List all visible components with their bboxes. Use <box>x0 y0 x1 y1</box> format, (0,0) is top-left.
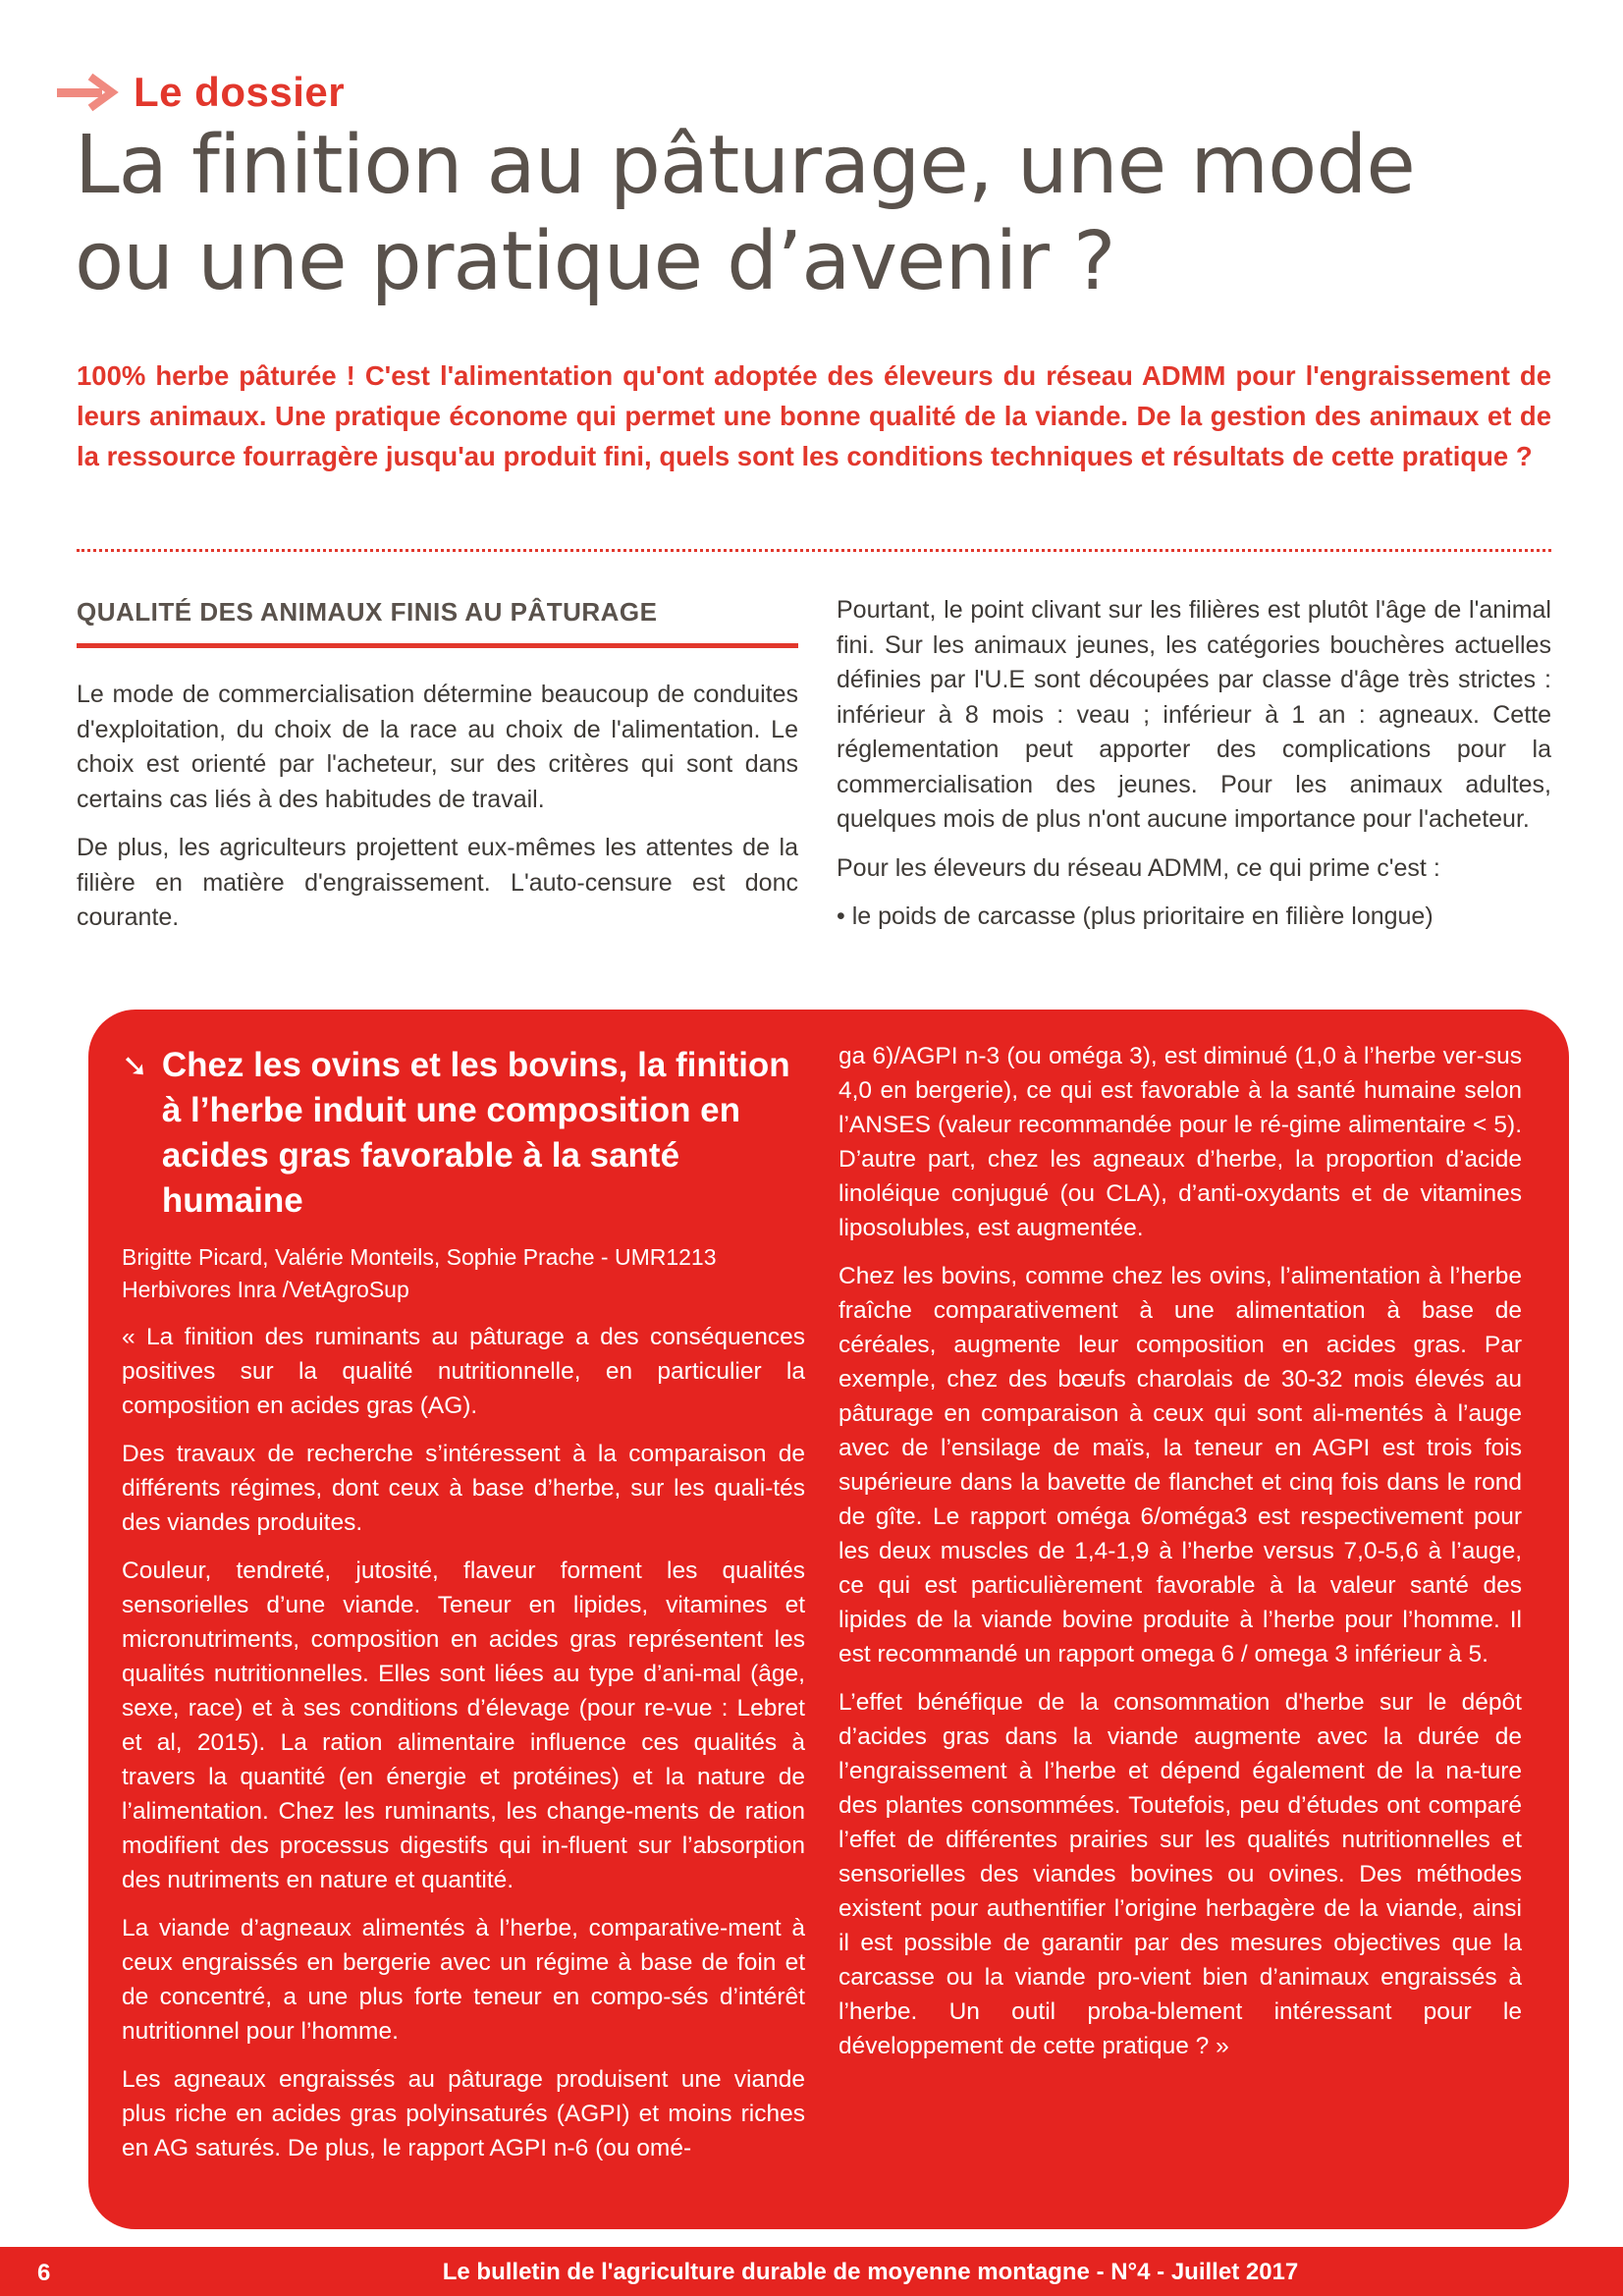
box-heading <box>122 1043 805 1224</box>
arrow-down-right-icon: ➘ <box>122 1048 148 1083</box>
title-line-1: La finition au pâturage, une mode <box>75 119 1415 212</box>
section-heading: QUALITÉ DES ANIMAUX FINIS AU PÂTURAGE <box>77 597 798 648</box>
paragraph: De plus, les agriculteurs projettent eux-mêmes les attentes de la filière en matière d'engraissement. L'auto-censure est donc courante. <box>77 834 798 931</box>
box-paragraph: Des travaux de recherche s’intéressent à la comparaison de différents régimes, dont ceux à base d’herbe, sur les quali-tés des viandes produites. <box>122 1441 805 1536</box>
section-kicker <box>55 69 345 116</box>
box-paragraph: ga 6)/AGPI n-3 (ou oméga 3), est diminué (1,0 à l’herbe ver-sus 4,0 en bergerie), ce qui est favorable à la santé humaine selon l’ANSES (valeur recommandée pour le ré-gime alimentaire < 5). D’autre part, chez les agneaux d’herbe, la proportion d’acide linoléique conjugué (ou CLA), d’anti-oxydants et de vitamines liposolubles, est augmentée. <box>839 1043 1522 1241</box>
paragraph: Pourtant, le point clivant sur les filières est plutôt l'âge de l'animal fini. Sur les animaux jeunes, les catégories bouchères actuelles définies par l'U.E sont découpées par classe d'âge très strictes : inférieur à 8 mois : veau ; inférieur à 1 an : agneaux. Cette réglementation peut apporter des complications pour la commercialisation des jeunes. Pour les animaux adultes, quelques mois de plus n'ont aucune importance pour l'acheteur. <box>837 596 1551 833</box>
paragraph: Le mode de commercialisation détermine beaucoup de conduites d'exploitation, du choix de la race au choix de l'alimentation. Le choix est orienté par l'acheteur, sur des critères qui sont dans certains cas liés à des habitudes de travail. <box>77 681 798 813</box>
left-column <box>77 597 798 950</box>
right-column <box>837 593 1551 949</box>
box-column-2 <box>839 1039 1522 2077</box>
box-paragraph: L’effet bénéfique de la consommation d'herbe sur le dépôt d’acides gras dans la viande augmente avec la durée de l’engraissement à l’herbe et dépend également de la na-ture des plantes consommées. Toutefois, peu d’études ont comparé l’effet de différentes prairies sur les qualités nutritionnelles et sensorielles des viandes bovines ou ovines. Des méthodes existent pour authentifier l’origine herbagère de la viande, ainsi il est possible de garantir par des mesures objectives que la carcasse ou la viande pro-vient bien d’animaux engraissés à l’herbe. Un outil proba-blement intéressant pour le développement de cette pratique ? » <box>839 1689 1522 2059</box>
box-column-1 <box>122 1043 805 2179</box>
box-paragraph: « La finition des ruminants au pâturage a des conséquences positives sur la qualité nutritionnelle, en particulier la composition en acides gras (AG). <box>122 1324 805 1419</box>
box-paragraph: Les agneaux engraissés au pâturage produisent une viande plus riche en acides gras polyinsaturés (AGPI) et moins riches en AG saturés. De plus, le rapport AGPI n-6 (ou omé- <box>122 2066 805 2161</box>
box-paragraph: Couleur, tendreté, jutosité, flaveur forment les qualités sensorielles d’une viande. Teneur en lipides, vitamines et micronutriments, composition en acides gras représentent les qualités nutritionnelles. Elles sont liées au type d’ani-mal (âge, sexe, race) et à ses conditions d’élevage (pour re-vue : Lebret et al, 2015). La ration alimentaire influence ces qualités à travers la quantité (en énergie et protéines) et la nature de l’alimentation. Chez les ruminants, les change-ments de ration modifient des processus digestifs qui in-fluent sur l’absorption des nutriments en nature et quantité. <box>122 1558 805 1893</box>
kicker-label: Le dossier <box>134 69 346 115</box>
lead-paragraph: 100% herbe pâturée ! C'est l'alimentation qu'ont adoptée des éleveurs du réseau ADMM pour l'engraissement de leurs animaux. Une pratique économe qui permet une bonne qualité de la viande. De la gestion des animaux et de la ressource fourragère jusqu'au produit fini, quels sont les conditions techniques et résultats de cette pratique ? <box>77 360 1551 471</box>
box-title: Chez les ovins et les bovins, la finition à l’herbe induit une composition en acides gras favorable à la santé humaine <box>161 1046 790 1220</box>
title-line-2: ou une pratique d’avenir ? <box>75 215 1115 308</box>
dotted-divider <box>77 549 1551 552</box>
box-authors: Brigitte Picard, Valérie Monteils, Sophie Prache - UMR1213 Herbivores Inra /VetAgroSup <box>122 1244 717 1302</box>
footer-text: Le bulletin de l'agriculture durable de moyenne montagne - N°4 - Juillet 2017 <box>442 2259 1299 2285</box>
paragraph: Pour les éleveurs du réseau ADMM, ce qui prime c'est : <box>837 853 1440 882</box>
arrow-right-icon <box>55 73 124 112</box>
page-number: 6 <box>37 2260 51 2286</box>
box-paragraph: Chez les bovins, comme chez les ovins, l’alimentation à l’herbe fraîche comparativement à une alimentation à base de céréales, augmente leur composition en acides gras. Par exemple, chez des bœufs charolais de 30-32 mois élevés au pâturage en comparaison à ceux qui sont ali-mentés à l’auge avec de l’ensilage de maïs, la teneur en AGPI est trois fois supérieure dans la bavette de flanchet et cinq fois dans le rond de gîte. Le rapport oméga 6/oméga3 est respectivement pour les deux muscles de 1,4-1,9 à l’herbe versus 7,0-5,6 à l’auge, ce qui est particulièrement favorable à la valeur santé des lipides de la viande bovine produite à l’herbe pour l’homme. Il est recommandé un rapport omega 6 / omega 3 inférieur à 5. <box>839 1263 1522 1667</box>
box-paragraph: La viande d’agneaux alimentés à l’herbe, comparative-ment à ceux engraissés en bergerie avec un régime à base de foin et de concentré, a une plus forte teneur en compo-sés d’intérêt nutritionnel pour l’homme. <box>122 1915 805 2045</box>
page-title <box>75 118 1567 310</box>
bullet-item: • le poids de carcasse (plus prioritaire en filière longue) <box>837 902 1434 930</box>
